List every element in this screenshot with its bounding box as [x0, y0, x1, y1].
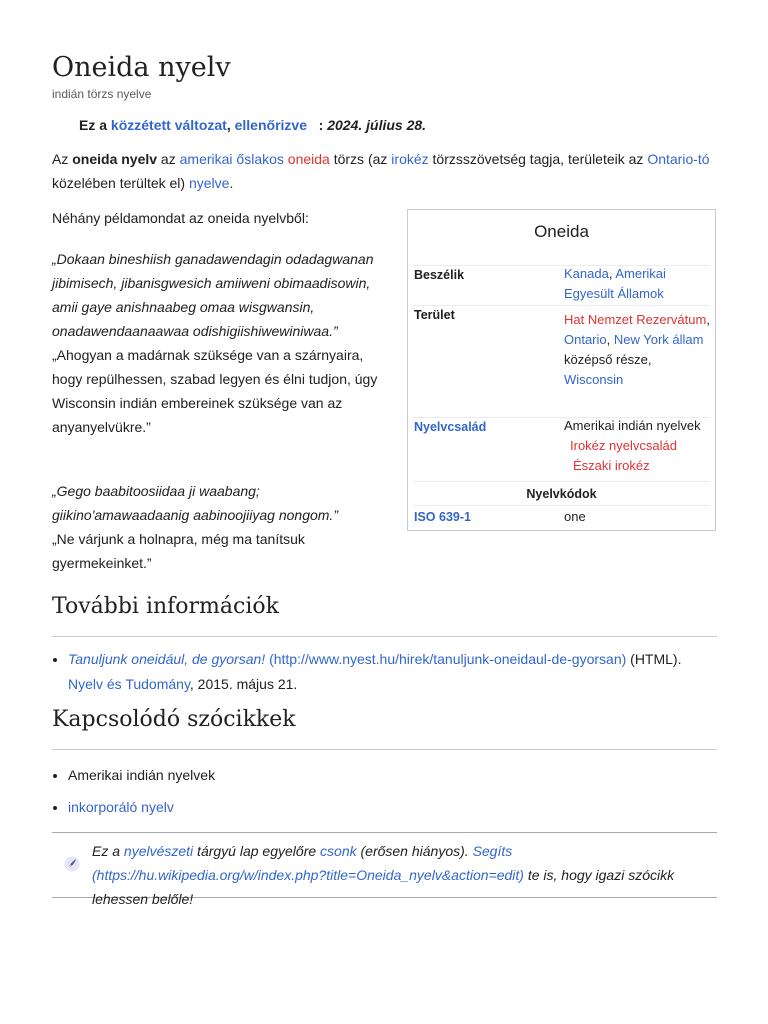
- quote-translation: „Ne várjunk a holnapra, még ma tanítsuk gyermekeinket.”: [52, 531, 305, 571]
- revision-date: 2024. július 28.: [327, 117, 427, 133]
- separator: ,: [706, 312, 710, 327]
- list-item-text: (HTML).: [626, 651, 682, 667]
- link-incorporating-language[interactable]: inkorporáló nyelv: [68, 799, 174, 815]
- link-usa[interactable]: Amerikai Egyesült Államok: [564, 266, 666, 301]
- infobox-divider: [413, 505, 710, 506]
- link-nyelv-es-tudomany[interactable]: Nyelv és Tudomány: [68, 676, 190, 692]
- intro-text: közelében terültek el): [52, 175, 189, 191]
- heading-related: Kapcsolódó szócikkek: [52, 707, 296, 732]
- more-info-list: [52, 647, 718, 697]
- quote-oneida-text: „Gego baabitoosiidaa ji waabang; giikino'amawaadaanig aabinoojiiyag nongom.”: [52, 483, 338, 523]
- heading-divider: [52, 749, 717, 750]
- link-northern-iroquoian[interactable]: Északi irokéz: [573, 458, 650, 473]
- link-new-york-state[interactable]: New York állam: [613, 332, 704, 347]
- stub-text: [92, 839, 712, 911]
- infobox-codes-header: Nyelvkódok: [526, 487, 597, 501]
- example-quote-1: [52, 247, 382, 439]
- link-oneida[interactable]: oneida: [287, 151, 330, 167]
- infobox-value-area: [564, 310, 714, 390]
- quill-icon: [64, 856, 80, 872]
- intro-text: Az: [52, 151, 73, 167]
- link-six-nations[interactable]: Hat Nemzet Rezervátum: [564, 312, 707, 327]
- revision-colon: :: [318, 117, 324, 133]
- page-subtitle: indián törzs nyelve: [52, 87, 152, 101]
- infobox-label-iso[interactable]: [414, 510, 471, 524]
- link-lake-ontario[interactable]: Ontario-tó: [647, 151, 710, 167]
- infobox-value-spoken: [564, 264, 714, 304]
- infobox-divider: [413, 305, 710, 306]
- link-ontario[interactable]: Ontario: [564, 332, 607, 347]
- examples-intro: Néhány példamondat az oneida nyelvből:: [52, 210, 309, 226]
- intro-text: törzsszövetség tagja, területeik az: [428, 151, 648, 167]
- stub-text-part: Ez a: [92, 843, 124, 859]
- external-link-title[interactable]: Tanuljunk oneidául, de gyorsan!: [68, 651, 266, 667]
- stub-text-part: (erősen hiányos).: [356, 843, 473, 859]
- infobox-label-spoken: Beszélik: [414, 268, 465, 282]
- intro-text: az: [157, 151, 180, 167]
- infobox-value-family: [564, 416, 714, 476]
- link-language-family[interactable]: Nyelvcsalád: [414, 420, 487, 434]
- infobox: [407, 209, 716, 531]
- separator: ,: [608, 266, 616, 281]
- infobox-title: Oneida: [534, 222, 589, 241]
- related-list: [52, 759, 718, 823]
- intro-text: törzs (az: [329, 151, 392, 167]
- link-wisconsin[interactable]: Wisconsin: [564, 372, 624, 387]
- link-help-edit[interactable]: Segíts (https://hu.wikipedia.org/w/index.php?title=Oneida_nyelv&action=edit): [92, 843, 524, 883]
- revision-prefix: Ez a: [79, 117, 108, 133]
- revision-notice: [79, 117, 426, 133]
- page-title: Oneida nyelv: [52, 52, 231, 83]
- list-item: [68, 647, 718, 697]
- quote-oneida-text: „Dokaan bineshiish ganadawendagin odadagwanan jibimisech, jibanisgwesich amiiweni obimaadisowin, amii gaye anishnaabeg omaa wisgwansin, onadawendaanaawaa odishigiishiwewiniwaa.”: [52, 251, 374, 339]
- published-version-link[interactable]: közzétett változat: [110, 117, 227, 133]
- revision-comma: ,: [226, 117, 231, 133]
- quote-translation: „Ahogyan a madárnak szüksége van a szárnyaira, hogy repülhessen, szabad legyen és élni tudjon, úgy Wisconsin indián embereinek szüksége van az anyanyelvükre.”: [52, 347, 378, 435]
- heading-divider: [52, 636, 717, 637]
- link-linguistics[interactable]: nyelvészeti: [123, 843, 194, 859]
- infobox-divider: [413, 481, 710, 482]
- area-text: középső része,: [564, 352, 652, 367]
- list-item[interactable]: [68, 791, 718, 823]
- intro-bold-term: oneida nyelv: [72, 151, 158, 167]
- link-iroquois[interactable]: irokéz: [391, 151, 429, 167]
- stub-text-part: te is, hogy igazi szócikk lehessen belőle!: [92, 867, 675, 907]
- link-stub[interactable]: csonk: [320, 843, 357, 859]
- intro-text: .: [229, 175, 234, 191]
- example-quote-2: [52, 479, 382, 575]
- intro-paragraph: [52, 147, 712, 195]
- list-item: • Amerikai indián nyelvek: [68, 759, 718, 791]
- link-iso-639-1[interactable]: ISO 639-1: [414, 510, 471, 524]
- checked-link[interactable]: ellenőrizve: [234, 117, 307, 133]
- family-level-1: Amerikai indián nyelvek: [564, 418, 701, 433]
- infobox-label-area: Terület: [414, 308, 455, 322]
- link-native-american[interactable]: amerikai őslakos: [179, 151, 284, 167]
- stub-text-part: tárgyú lap egyelőre: [193, 843, 321, 859]
- link-canada[interactable]: Kanada: [564, 266, 609, 281]
- infobox-label-family[interactable]: [414, 420, 486, 434]
- separator: ,: [606, 332, 614, 347]
- link-language[interactable]: nyelve: [188, 175, 230, 191]
- external-link-url[interactable]: (http://www.nyest.hu/hirek/tanuljunk-oneidaul-de-gyorsan): [269, 651, 627, 667]
- heading-more-info: További információk: [52, 594, 279, 619]
- infobox-value-iso: one: [564, 509, 586, 524]
- list-item-text: , 2015. május 21.: [189, 676, 298, 692]
- link-iroquoian-family[interactable]: Irokéz nyelvcsalád: [570, 438, 677, 453]
- stub-notice: [52, 832, 717, 907]
